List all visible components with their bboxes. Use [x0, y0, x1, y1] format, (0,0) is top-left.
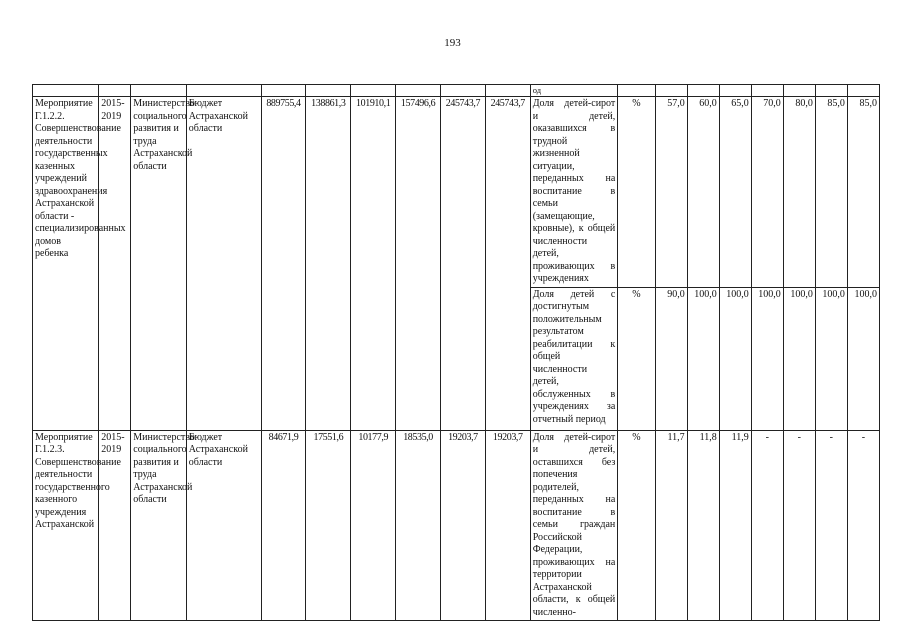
- amount-2016: 10177,9: [351, 430, 396, 621]
- amount-2018: 19203,7: [440, 430, 485, 621]
- cell: [751, 85, 783, 97]
- amount-2019: 245743,7: [485, 97, 530, 431]
- indicator-value: 100,0: [783, 287, 815, 430]
- amount-2017: 18535,0: [396, 430, 441, 621]
- measure-years: 2015-2019: [99, 97, 131, 431]
- amount-2017: 157496,6: [396, 97, 441, 431]
- amount-2016: 101910,1: [351, 97, 396, 431]
- cell: [33, 85, 99, 97]
- cell: [719, 85, 751, 97]
- indicator-value: 100,0: [719, 287, 751, 430]
- indicator-value: 11,8: [687, 430, 719, 621]
- indicator-value: 90,0: [655, 287, 687, 430]
- indicator-value: 11,7: [655, 430, 687, 621]
- indicator-value: 70,0: [751, 97, 783, 288]
- cell: [396, 85, 441, 97]
- measure-name: Мероприятие Г.1.2.3. Совершенствование деятельности государственного казенного учреждения Астраханской: [33, 430, 99, 621]
- indicator-value: 65,0: [719, 97, 751, 288]
- measure-2-row-1: [33, 430, 880, 621]
- continuation-row: [33, 85, 880, 97]
- program-measures-table: [32, 84, 880, 621]
- amount-total: 889755,4: [261, 97, 306, 431]
- indicator-unit: %: [618, 287, 655, 430]
- indicator-value: 60,0: [687, 97, 719, 288]
- cell: [261, 85, 306, 97]
- page-number: 193: [444, 37, 461, 49]
- indicator-value: 100,0: [687, 287, 719, 430]
- indicator-value: -: [815, 430, 847, 621]
- indicator-text: Доля детей с достигнутым положительным результатом реабилитации к общей численности детей, обслуженных в учреждениях за отчетный период: [530, 287, 618, 430]
- indicator-value: 100,0: [815, 287, 847, 430]
- indicator-value: -: [783, 430, 815, 621]
- amount-2015: 138861,3: [306, 97, 351, 431]
- cell: [306, 85, 351, 97]
- indicator-unit: %: [618, 430, 655, 621]
- cell: [783, 85, 815, 97]
- indicator-value: 80,0: [783, 97, 815, 288]
- cell: [687, 85, 719, 97]
- cell: [618, 85, 655, 97]
- amount-total: 84671,9: [261, 430, 306, 621]
- measure-executor: Министерство социального развития и труда Астраханской области: [131, 97, 187, 431]
- indicator-value: 85,0: [815, 97, 847, 288]
- amount-2018: 245743,7: [440, 97, 485, 431]
- cell: [351, 85, 396, 97]
- cell: [815, 85, 847, 97]
- cell: [131, 85, 187, 97]
- indicator-value: 100,0: [847, 287, 879, 430]
- funding-source: Бюджет Астраханской области: [186, 97, 261, 431]
- indicator-value: 85,0: [847, 97, 879, 288]
- cell: [847, 85, 879, 97]
- indicator-text: Доля детей-сирот и детей, оказавшихся в трудной жизненной ситуации, переданных на воспитание в семьи (замещающие, кровные), к общей численности детей, проживающих в учреждениях: [530, 97, 618, 288]
- measure-name: Мероприятие Г.1.2.2. Совершенствование деятельности государственных казенных учреждений здравоохранения Астраханской области - специализированных домов ребенка: [33, 97, 99, 431]
- measure-1-row-1: [33, 97, 880, 288]
- indicator-fragment: од: [530, 85, 618, 97]
- cell: [99, 85, 131, 97]
- indicator-text: Доля детей-сирот и детей, оставшихся без попечения родителей, переданных на воспитание в семьи граждан Российской Федерации, проживающих на территории Астраханской области, к общей численно-: [530, 430, 618, 621]
- indicator-value: -: [847, 430, 879, 621]
- indicator-value: 57,0: [655, 97, 687, 288]
- indicator-value: -: [751, 430, 783, 621]
- measure-executor: Министерство социального развития и труда Астраханской области: [131, 430, 187, 621]
- indicator-value: 11,9: [719, 430, 751, 621]
- cell: [485, 85, 530, 97]
- funding-source: Бюджет Астраханской области: [186, 430, 261, 621]
- cell: [186, 85, 261, 97]
- cell: [440, 85, 485, 97]
- measure-years: 2015-2019: [99, 430, 131, 621]
- indicator-value: 100,0: [751, 287, 783, 430]
- indicator-unit: %: [618, 97, 655, 288]
- cell: [655, 85, 687, 97]
- amount-2019: 19203,7: [485, 430, 530, 621]
- amount-2015: 17551,6: [306, 430, 351, 621]
